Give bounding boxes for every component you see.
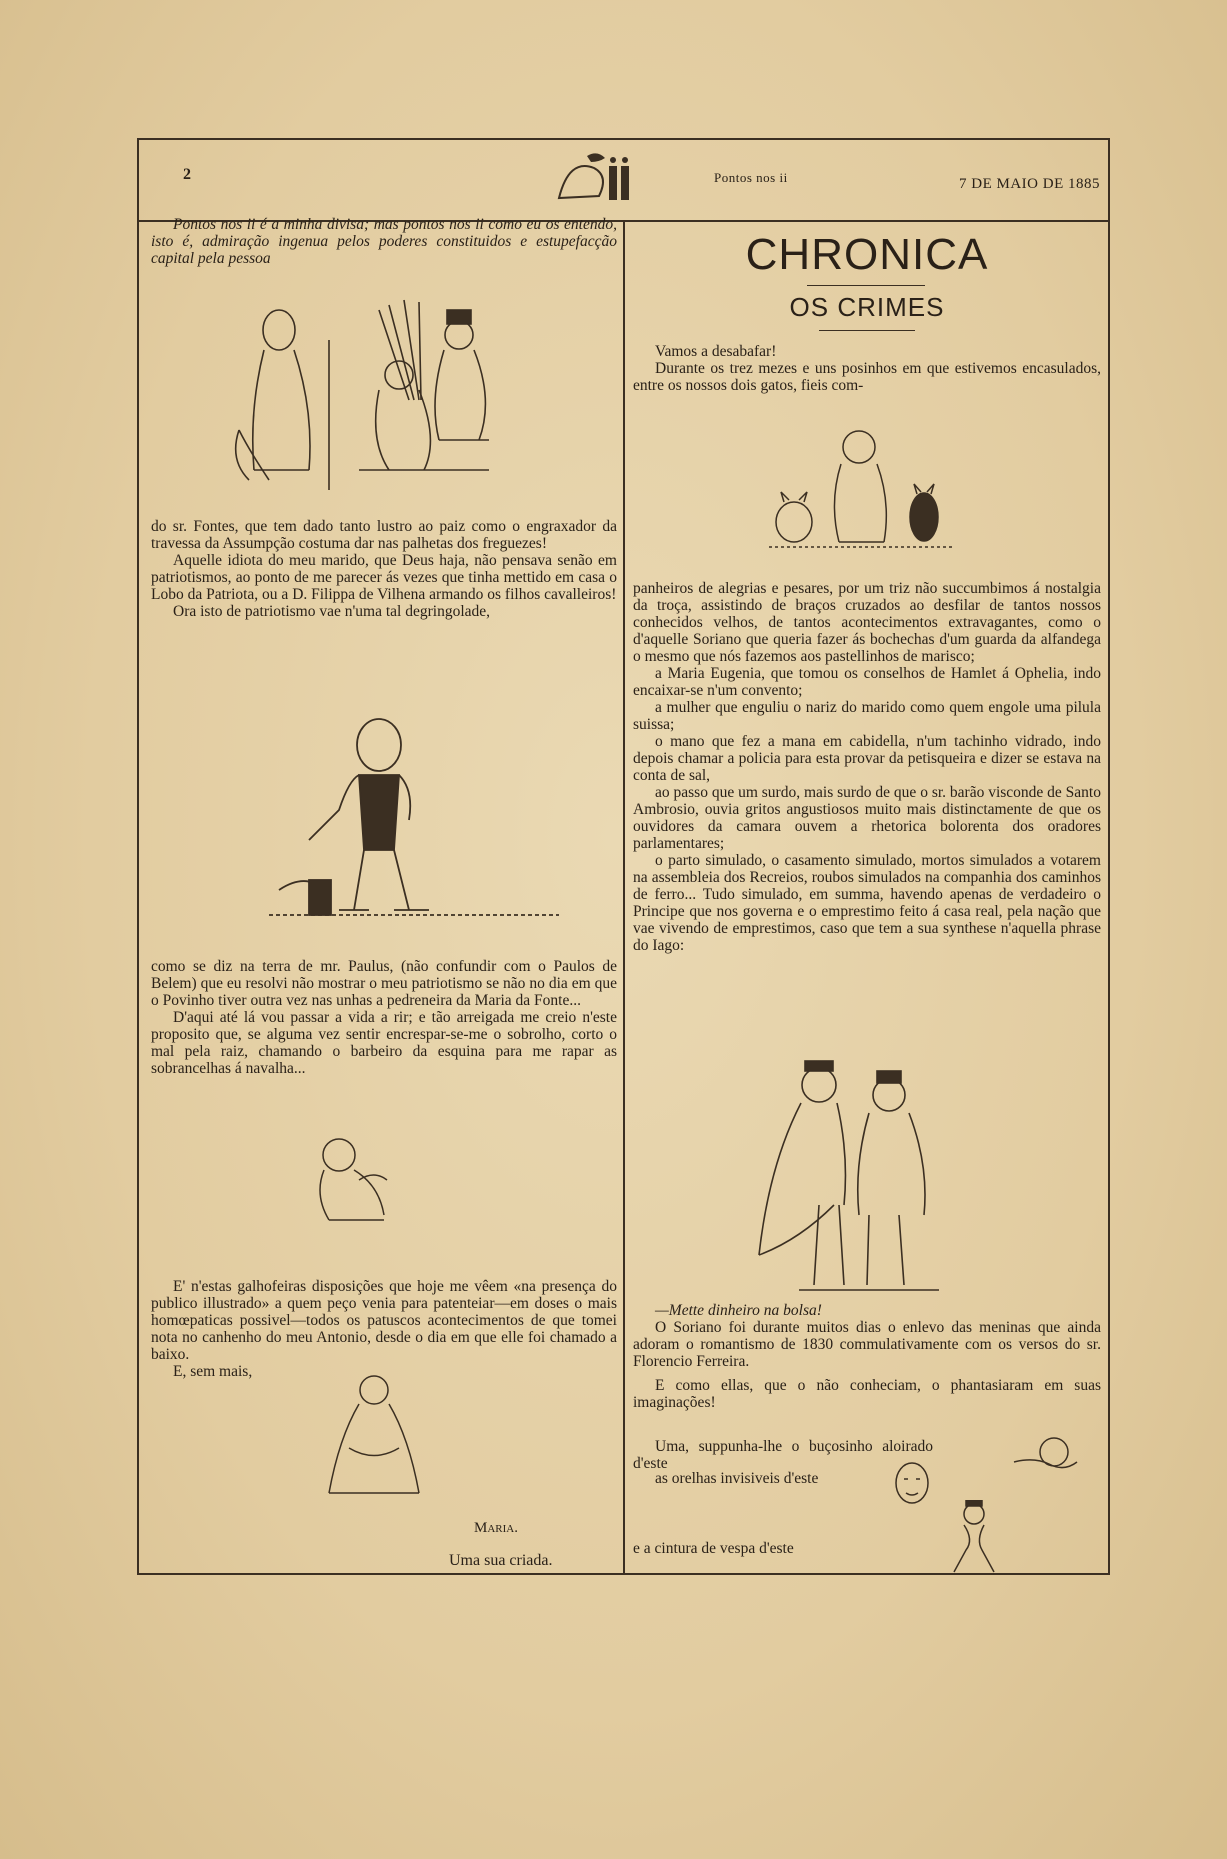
masthead-logo <box>539 148 699 212</box>
paragraph: do sr. Fontes, que tem dado tanto lustro ao paiz como o engraxador da travessa da Assumpção costuma dar nas palhetas dos freguezes! <box>151 518 617 552</box>
right-block-3 <box>633 1377 1101 1411</box>
right-intro <box>633 343 1101 394</box>
signature-name: Maria. <box>474 1520 518 1536</box>
illustration-cats <box>759 422 959 552</box>
paragraph: ao passo que um surdo, mais surdo de que o sr. barão visconde de Santo Ambrosio, ouvia gritos angustiosos muito mais distinctamente de que os ouvidores da camara ouvem a rhetorica bolorenta dos oradores parlamentares; <box>633 784 1101 852</box>
paragraph: como se diz na terra de mr. Paulus, (não confundir com o Paulos de Belem) que eu resolvi não mostrar o meu patriotismo se não no dia em que o Povinho tiver outra vez nas unhas a pedreneira da Maria da Fonte... <box>151 958 617 1009</box>
paragraph: o mano que fez a mana em cabidella, n'um tachinho vidrado, indo depois chamar a policia para esta provar da petisqueira e dizer se estava na conta de sal, <box>633 733 1101 784</box>
illustration-mustache-head <box>1009 1432 1079 1482</box>
page-number: 2 <box>183 166 191 183</box>
paragraph: Vamos a desabafar! <box>655 343 777 360</box>
paragraph: E como ellas, que o não conheciam, o phantasiaram em suas imaginações! <box>633 1377 1101 1411</box>
paragraph: o parto simulado, o casamento simulado, mortos simulados a votarem na assembleia dos Recreios, roubos simulados na companhia dos caminhos de ferro... Tudo simulado, em summa, havendo apenas de verdadeiro o Principe que nos governa e o emprestimo feito á casa real, pela nação que vae vivendo de emprestimos, caso que tem a sua synthese n'aquella phrase do Iago: <box>633 852 1101 954</box>
left-block-1 <box>151 518 617 620</box>
paragraph: panheiros de alegrias e pesares, por um triz não succumbimos á nostalgia da troça, assistindo de braços cruzados ao desfilar de tantos nossos conhecidos velhos, de tantos acontecimentos extravagantes, como o d'aquelle Soriano que queria fazer ás bochechas d'um guarda da alfandega o mesmo que nós fazemos aos pastellinhos de marisco; <box>633 580 1101 665</box>
page-frame <box>137 138 1110 1575</box>
paragraph: a mulher que enguliu o nariz do marido como quem engole uma pilula suissa; <box>633 699 1101 733</box>
paragraph: O Soriano foi durante muitos dias o enlevo das meninas que ainda adoram o romantismo de 1830 commulativamente com os versos do sr. Florencio Ferreira. <box>633 1319 1101 1370</box>
illustration-wasp-waist-figure <box>934 1500 1009 1575</box>
illustration-maria <box>309 1368 439 1508</box>
paragraph: Aquelle idiota do meu marido, que Deus haja, não pensava senão em patriotismos, ao ponto de me parecer ás vezes que tinha mettido em casa o Lobo da Patriota, ou a D. Filippa de Vilhena armando os filhos cavalleiros! <box>151 552 617 603</box>
paragraph: Ora isto de patriotismo vae n'uma tal degringolade, <box>173 603 491 620</box>
illustration-head-no-ears <box>884 1455 939 1510</box>
section-title: CHRONICA <box>745 230 989 279</box>
paragraph: Uma, suppunha-lhe o buçosinho aloirado d'este <box>633 1438 933 1472</box>
left-intro <box>151 216 617 267</box>
intro-paragraph: Pontos nos ii é a minha divisa; mas pontos nos ii como eu os entendo, isto é, admiração ingenua pelos poderes constituidos e estupefacção capital pela pessoa <box>151 216 617 267</box>
right-line-12 <box>633 1470 873 1487</box>
right-line-13 <box>633 1540 893 1557</box>
paragraph: E' n'estas galhofeiras disposições que hoje me vêem «na presença do publico illustrado» a quem peço venia para patenteiar—em doses o mais homœpaticas possivel—todos os patuscos acontecimentos de que tomei nota no canhenho do meu Antonio, desde o dia em que elle foi chamado a baixo. <box>151 1278 617 1363</box>
paragraph: Durante os trez mezes e uns posinhos em que estivemos encasulados, entre os nossos dois gatos, fieis com- <box>633 360 1101 394</box>
title-rule <box>807 285 925 286</box>
paragraph: e a cintura de vespa d'este <box>633 1540 794 1557</box>
paragraph: a Maria Eugenia, que tomou os conselhos de Hamlet á Ophelia, indo encaixar-se n'um convento; <box>633 665 1101 699</box>
illustration-engraxador <box>229 290 529 490</box>
right-block-2 <box>633 1302 1101 1370</box>
subtitle-rule <box>819 330 915 331</box>
left-block-3 <box>151 1278 617 1380</box>
paragraph: E, sem mais, <box>173 1363 253 1380</box>
paragraph: D'aqui até lá vou passar a vida a rir; e tão arreigada me creio n'este proposito que, se alguma vez sentir encrespar-se-me o sobrolho, corto o mal pela raiz, chamando o barbeiro da esquina para me rapar as sobrancelhas á navalha... <box>151 1009 617 1077</box>
left-block-2 <box>151 958 617 1077</box>
masthead-title: Pontos nos ii <box>714 170 788 185</box>
page-header <box>139 140 1108 222</box>
illustration-caption: —Mette dinheiro na bolsa! <box>655 1302 822 1319</box>
paragraph: as orelhas invisiveis d'este <box>655 1470 819 1487</box>
signature-role: Uma sua criada. <box>449 1552 553 1569</box>
illustration-laughing-figure <box>299 1125 409 1235</box>
issue-date: 7 DE MAIO DE 1885 <box>959 176 1100 192</box>
section-subtitle: OS CRIMES <box>789 292 945 322</box>
illustration-two-men <box>739 1055 969 1300</box>
right-block-1 <box>633 580 1101 954</box>
column-divider <box>623 220 625 1575</box>
illustration-orator <box>269 710 559 925</box>
